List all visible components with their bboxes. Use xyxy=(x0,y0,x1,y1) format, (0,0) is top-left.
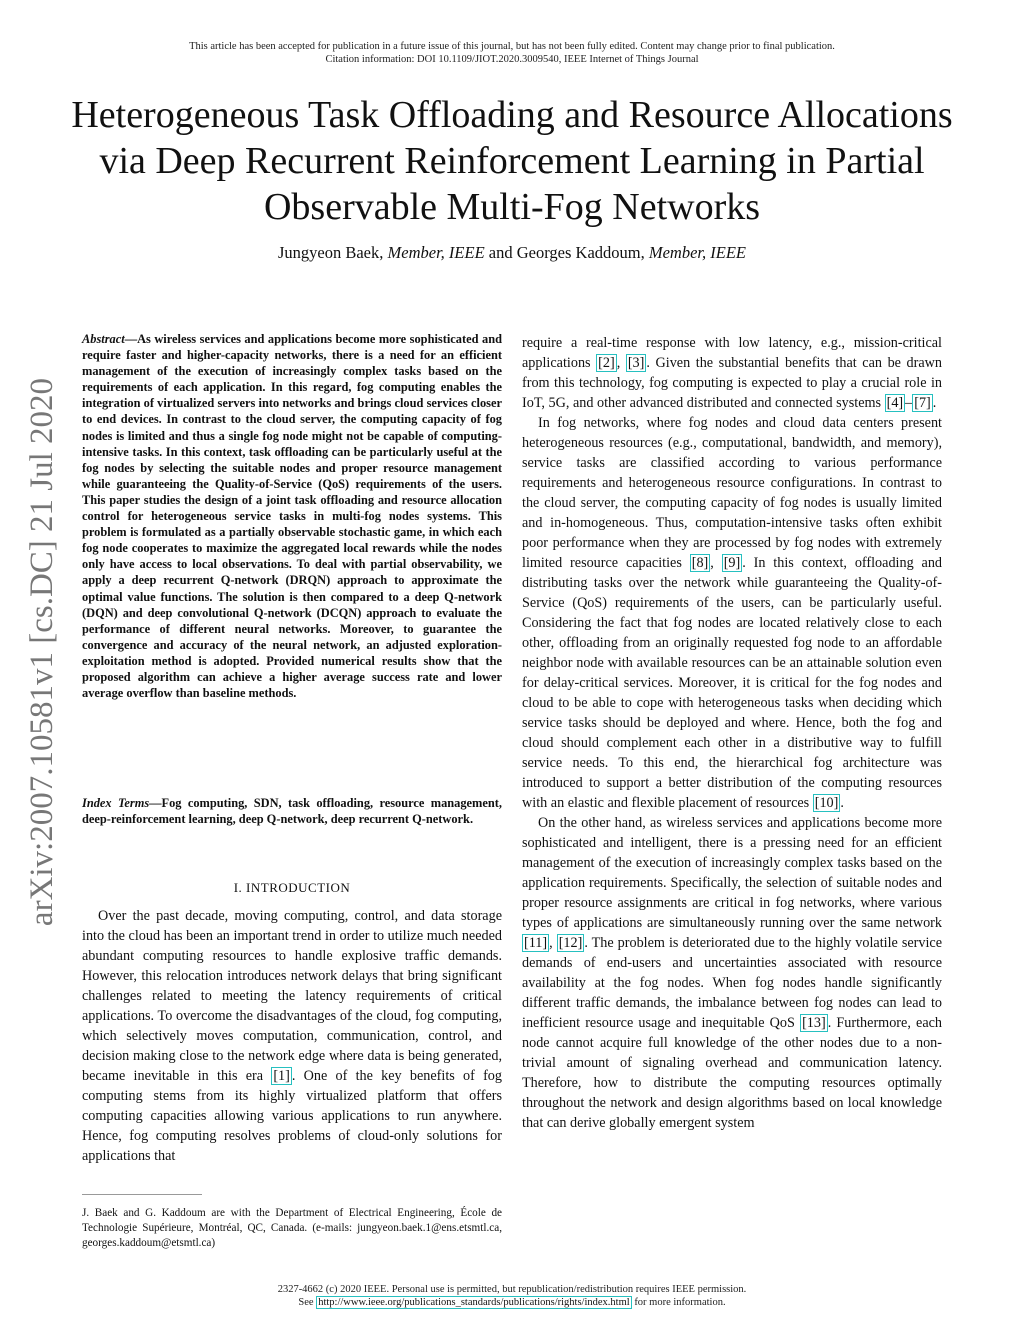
index-terms xyxy=(82,795,502,827)
citation-link[interactable]: [13] xyxy=(802,1015,826,1031)
text-run: require a real-time response with low latency, e.g., mission-critical applications xyxy=(522,335,942,371)
text-run: . The problem is deteriorated due to the highly volatile service demands of end-users and uncertainties associated with resource availability at the fog nodes. When fog nodes handle significantly different traffic demands, the imbalance between fog nodes can lead to inefficient resource usage and inequitable QoS xyxy=(522,935,943,1031)
citation-link[interactable]: [9] xyxy=(723,555,741,571)
paragraph xyxy=(522,333,942,413)
author-2: and Georges Kaddoum, xyxy=(488,243,645,262)
intro-text-b: . One of the key benefits of fog computing stems from its highly virtualized platform that offers computing capacities allowing various applications to run anywhere. Hence, fog computing resolves problems of cloud-only solutions for applications that xyxy=(82,1068,502,1164)
text-run: , xyxy=(549,935,557,951)
rights-link[interactable]: http://www.ieee.org/publications_standards/publications/rights/index.html xyxy=(318,1297,630,1308)
citation-link[interactable]: [10] xyxy=(814,795,839,811)
right-column-text xyxy=(522,333,942,1133)
author-line xyxy=(0,243,1024,263)
paper-title: Heterogeneous Task Offloading and Resource Allocations via Deep Recurrent Reinforcement Learning in Partial Observable Multi-Fog Networks xyxy=(71,94,953,228)
introduction-paragraph xyxy=(82,906,502,1166)
text-run: , xyxy=(710,555,722,571)
copyright-notice xyxy=(0,1283,1024,1309)
text-run: . xyxy=(932,395,937,411)
index-terms-text: —Fog computing, SDN, task offloading, resource management, deep-reinforcement learning, deep Q-network, deep recurrent Q-network. xyxy=(82,796,502,827)
author-2-role: Member, IEEE xyxy=(648,243,746,262)
author-1: Jungyeon Baek, xyxy=(277,243,384,262)
paragraph xyxy=(522,813,942,1133)
text-run: for more information. xyxy=(631,1297,726,1308)
author-1-role: Member, IEEE xyxy=(387,243,485,262)
citation-link[interactable]: [11] xyxy=(524,935,548,951)
paragraph xyxy=(522,413,942,813)
citation-link[interactable]: [8] xyxy=(691,555,709,571)
copyright-line-1: 2327-4662 (c) 2020 IEEE. Personal use is permitted, but republication/redistribution requires IEEE permission. xyxy=(277,1284,747,1295)
intro-text-a: Over the past decade, moving computing, control, and data storage into the cloud has been an important trend in order to utilize much needed abundant computing resources to handle explosive traffic demands. However, this relocation introduces network delays that bring significant challenges related to meeting the latency requirements of critical applications. To overcome the disadvantages of the cloud, fog computing, which selectively moves computation, communication, control, and decision making close to the network edge where data is being generated, became inevitable in this era xyxy=(82,908,502,1084)
abstract xyxy=(82,331,502,701)
footnote-text: J. Baek and G. Kaddoum are with the Department of Electrical Engineering, École de Technologie Supérieure, Montréal, QC, Canada. (e-mails: jungyeon.baek.1@ens.etsmtl.ca, georges.kaddoum@etsmtl.ca) xyxy=(82,1207,502,1249)
text-run: . In this context, offloading and distributing tasks over the network while guaranteeing the Quality-of-Service (QoS) requirements of the users, can be particularly useful. Considering the fact that fog nodes are located relatively close to each other, offloading from an originally requested fog node to an affordable neighbor node with available resources can be an attainable solution even for delay-critical services. Moreover, it is critical for the fog nodes and cloud to be able to cope with heterogeneous tasks when deciding which service tasks should be deployed and where. Hence, both the fog and cloud should complement each other in a distributive way to fulfill service needs. To this end, the hierarchical fog architecture was introduced to support a better distribution of the computing resources with an elastic and flexible placement of resources xyxy=(522,555,943,811)
text-run: See xyxy=(298,1297,317,1308)
index-terms-label: Index Terms xyxy=(82,796,150,810)
abstract-text: —As wireless services and applications become more sophisticated and require faster and higher-capacity networks, there is a need for an efficient management of the execution of increasingly complex tasks based on the requirements of each application. In this regard, fog computing enables the integration of virtualized servers into networks and brings cloud services closer to end devices. In contrast to the cloud server, the computing capacity of fog nodes is limited and thus a single fog node might not be capable of computing-intensive tasks. In this context, task offloading can be particularly useful at the fog nodes by selecting the suitable nodes and proper resource management while guaranteeing the Quality-of-Service (QoS) requirements of the users. This paper studies the design of a joint task offloading and resource allocation control for heterogeneous service tasks in multi-fog nodes systems. This problem is formulated as a partially observable stochastic game, in which each fog node cooperates to maximize the aggregated local rewards while the nodes only have access to local observations. To deal with partial observability, we apply a deep recurrent Q-network (DRQN) approach to approximate the optimal value functions. The solution is then compared to a deep Q-network (DQN) and deep convolutional Q-network (DCQN) approach to evaluate the performance of different neural networks. Moreover, to guarantee the convergence and accuracy of the neural network, an adjusted exploration-exploitation method is adopted. Provided numerical results show that the proposed algorithm can achieve a higher average success rate and lower average overflow than baseline methods. xyxy=(82,332,502,701)
text-run: On the other hand, as wireless services and applications become more sophisticated and intelligent, there is a pressing need for an efficient management of the execution of increasingly complex tasks based on the application requirements. Specifically, the selection of suitable nodes and proper resource assignments are critical in fog networks, where various types of applications are simultaneously running over the same network xyxy=(522,815,942,931)
copyright-line-2 xyxy=(0,1296,1024,1309)
text-run: , xyxy=(616,355,626,371)
publication-notice xyxy=(0,40,1024,66)
text-run: . Furthermore, each node cannot acquire full knowledge of the other nodes due to a non-trivial amount of signaling overhead and communication latency. Therefore, how to distribute the computing resources optimally throughout the network and design algorithms based on local knowledge that can derive globally emergent system xyxy=(522,1015,943,1131)
citation-link[interactable]: [7] xyxy=(914,395,931,411)
notice-line-2: Citation information: DOI 10.1109/JIOT.2020.3009540, IEEE Internet of Things Journal xyxy=(325,54,699,65)
citation-link[interactable]: [4] xyxy=(886,395,904,411)
notice-line-1: This article has been accepted for publication in a future issue of this journal, but has not been fully edited. Content may change prior to final publication. xyxy=(189,41,835,52)
text-run: . xyxy=(840,795,844,811)
citation-link[interactable]: [2] xyxy=(598,355,615,371)
text-run: – xyxy=(905,395,913,411)
abstract-label: Abstract xyxy=(82,332,125,346)
arxiv-watermark: arXiv:2007.10581v1 [cs.DC] 21 Jul 2020 xyxy=(24,377,60,927)
text-run: . Given the substantial benefits that can be drawn from this technology, fog computing is expected to play a crucial role in IoT, 5G, and other advanced distributed and connected systems xyxy=(522,355,942,411)
footnote-divider xyxy=(82,1194,202,1195)
citation-link[interactable]: [1] xyxy=(273,1068,290,1084)
author-footnote xyxy=(82,1206,502,1251)
citation-link[interactable]: [3] xyxy=(627,355,645,371)
citation-link[interactable]: [12] xyxy=(558,935,583,951)
text-run: In fog networks, where fog nodes and cloud data centers present heterogeneous resources (e.g., computational, bandwidth, and memory), service tasks are classified according to various performance requirements and heterogeneous resource configurations. In contrast to the cloud server, the computing capacity of fog nodes is usually limited and in-homogeneous. Thus, computation-intensive tasks often exhibit poor performance when they are processed by fog nodes with extremely limited resource capacities xyxy=(522,415,942,571)
section-heading-introduction: I. INTRODUCTION xyxy=(233,880,351,895)
